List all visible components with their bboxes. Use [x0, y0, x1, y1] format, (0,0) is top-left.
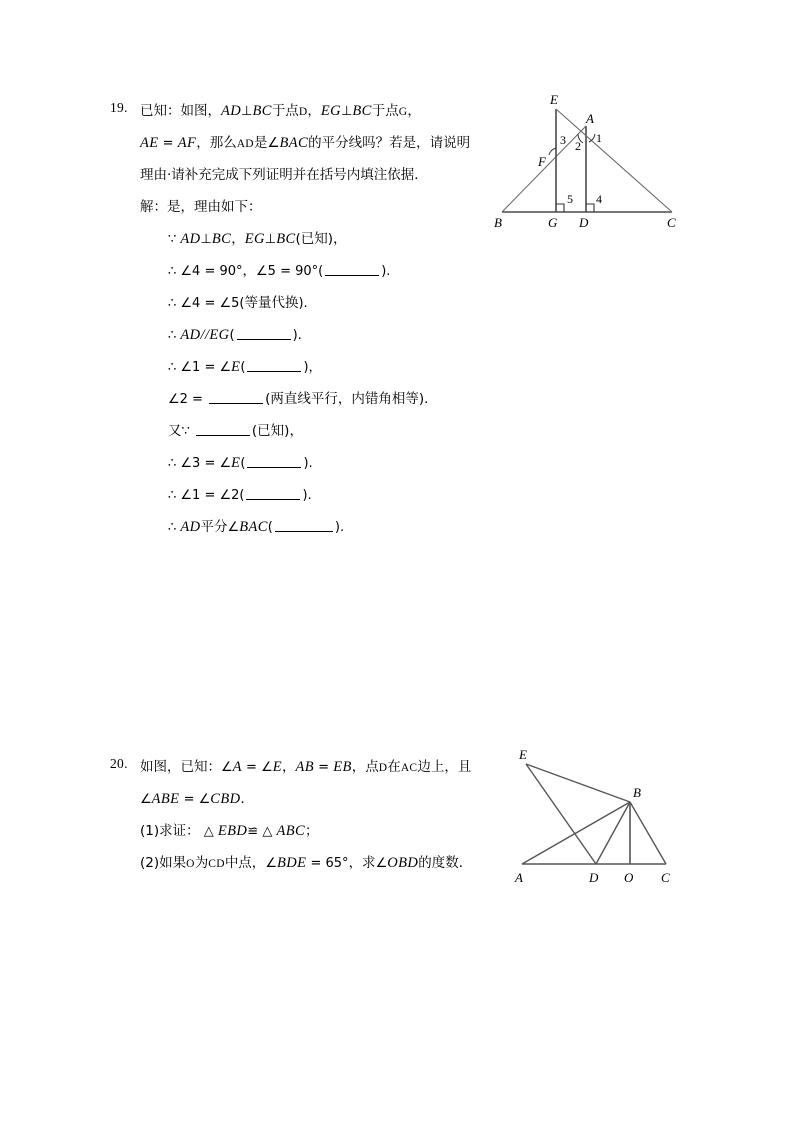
text-bisects: 平分 [200, 519, 228, 535]
text-at-point: 于点 [271, 103, 299, 119]
segment-ed [526, 764, 596, 864]
math-bc-4: BC [276, 231, 296, 247]
answer-blank-1[interactable] [325, 262, 379, 276]
figure-19-angle-4: 4 [596, 192, 602, 206]
answer-blank-5[interactable] [196, 422, 250, 436]
paren-close-7: ). [334, 520, 345, 535]
angle-symbol-last: ∠ [227, 520, 240, 535]
answer-blank-8[interactable] [275, 518, 333, 532]
problem-19-line-5 [140, 223, 490, 255]
text-part1-prove: (1)求证： [140, 823, 200, 839]
math-abc-2: ABC [276, 823, 306, 839]
math-ab: AB [295, 759, 315, 775]
math-obd: OBD [387, 855, 419, 871]
problem-19-line-14 [140, 511, 490, 543]
math-ae: AE [140, 135, 159, 151]
right-angle-mark-d [586, 204, 594, 212]
text-known-label: 已知： [140, 103, 181, 119]
comma-5: ， [282, 759, 296, 775]
math-ebd: EBD [217, 823, 248, 839]
problem-19-line-4 [140, 191, 490, 223]
text-point: ，点 [351, 759, 379, 775]
congruent-symbol: ≌ [247, 824, 259, 839]
math-abe: ABE [151, 791, 180, 807]
point-g: G [398, 106, 408, 118]
therefore-angle1-angle2: ∴ ∠1 = ∠2( [168, 488, 245, 503]
point-d-2: D [378, 762, 388, 774]
problem-19-line-13 [140, 479, 490, 511]
problem-19-line-9 [140, 351, 490, 383]
equals-1: = [158, 136, 178, 151]
segment-bc-2 [630, 802, 666, 864]
segment-ab [522, 802, 630, 864]
problem-19-body [140, 95, 490, 543]
text-at-point-2: 于点 [371, 103, 399, 119]
figure-20-label-A: A [515, 870, 523, 885]
math-bc-2: BC [352, 103, 372, 119]
figure-20-label-O: O [624, 870, 634, 885]
paren-close-2: ). [298, 296, 308, 311]
math-e-2: E [231, 455, 241, 471]
paren-open-3: ( [240, 360, 246, 375]
point-ad: AD [236, 138, 254, 150]
text-as-shown-known: 如图，已知： [140, 759, 221, 775]
perp-symbol-4: ⊥ [264, 232, 277, 247]
math-bac: BAC [279, 135, 309, 151]
paren-open-2: ( [229, 328, 235, 343]
figure-19-angle-2: 2 [575, 139, 581, 153]
text-on: 在 [387, 759, 401, 775]
figure-19-label-E: E [550, 92, 558, 107]
problem-20-line-3 [140, 815, 500, 847]
angle-symbol-abe: ∠ [140, 792, 152, 807]
figure-19-label-A: A [586, 111, 594, 126]
math-eb: EB [333, 759, 352, 775]
text-alternate-interior-angles: (两直线平行，内错角相等)． [265, 391, 438, 407]
text-side-and: 边上，且 [417, 759, 472, 775]
right-angle-mark-g [556, 204, 564, 212]
equals-angle: = ∠ [241, 760, 273, 775]
triangle-symbol-1: △ [199, 824, 218, 839]
math-ad: AD [221, 103, 242, 119]
text-is-angle: 是∠ [253, 135, 280, 151]
equals-angle-2: = ∠ [179, 792, 211, 807]
segment-b-to-a-extended [502, 126, 586, 212]
math-ad-3: AD [180, 519, 201, 535]
therefore-angle4-angle5: ∴ ∠4 = ∠5( [168, 296, 245, 311]
angle-arc-3 [549, 148, 556, 155]
text-bisector-question: 的平分线吗？若是，请说明 [308, 135, 471, 151]
problem-19-line-10 [140, 383, 490, 415]
math-bde: BDE [276, 855, 307, 871]
problem-20-line-1 [140, 751, 500, 783]
because-symbol-2: ∵ [181, 424, 194, 439]
perp-symbol-3: ⊥ [200, 232, 212, 247]
figure-19-angle-1: 1 [596, 131, 602, 145]
answer-blank-3[interactable] [247, 358, 301, 372]
therefore-symbol-6: ∴ [168, 520, 181, 535]
problem-19-line-12 [140, 447, 490, 479]
math-bc: BC [252, 103, 272, 119]
answer-blank-2[interactable] [237, 326, 291, 340]
problem-19-number: 19. [110, 100, 128, 115]
answer-blank-7[interactable] [246, 486, 300, 500]
text-reason-instruction: 理由·请补充完成下列证明并在括号内填注依据． [140, 167, 428, 183]
figure-19-angle-5: 5 [567, 192, 573, 206]
perp-symbol: ⊥ [241, 104, 253, 119]
text-solution-opening: 解：是，理由如下： [140, 199, 262, 215]
comma-3: ， [231, 231, 245, 247]
angle-symbol-bde: ∠ [265, 856, 277, 871]
figure-20-label-B: B [633, 785, 641, 800]
figure-19-triangle-diagram [486, 86, 686, 238]
period-1: ． [240, 791, 254, 807]
problem-19-line-1 [140, 95, 490, 127]
text-substitution: 等量代换 [244, 295, 299, 311]
text-find: ，求 [348, 855, 376, 871]
figure-19-angle-3: 3 [560, 133, 566, 147]
comma-2: ， [407, 103, 421, 119]
point-o: O [186, 858, 195, 870]
text-given-2: (已知)， [251, 423, 303, 439]
figure-19-label-B: B [494, 215, 502, 230]
text-also: 又 [168, 423, 182, 439]
paren-open-7: ( [267, 520, 273, 535]
equals-2: = [314, 760, 334, 775]
segment-e-to-c [556, 109, 672, 212]
comma-4: ， [242, 263, 257, 279]
segment-cd-label: CD [208, 858, 225, 870]
figure-20-label-C: C [661, 870, 670, 885]
comma-1: ， [307, 103, 321, 119]
angle5-equals: ∠5 = 90°( [256, 264, 324, 279]
segment-eb [526, 764, 630, 802]
math-e-3: E [272, 759, 282, 775]
figure-20-label-E: E [519, 747, 527, 762]
angle-symbol-a: ∠ [221, 760, 233, 775]
paren-close-3: ). [292, 328, 302, 343]
segment-ac-label: AC [400, 762, 418, 774]
math-a-1: A [232, 759, 242, 775]
figure-19-svg [486, 86, 686, 238]
figure-19-label-F: F [538, 154, 546, 169]
figure-19-label-G: G [548, 215, 558, 230]
math-e-1: E [231, 359, 241, 375]
problem-19-line-7 [140, 287, 490, 319]
answer-blank-4[interactable] [209, 390, 263, 404]
problem-20-number: 20. [110, 756, 128, 771]
paren-close-5: ). [303, 456, 313, 471]
figure-20-svg [500, 742, 696, 894]
therefore-symbol-3: ∴ [168, 328, 181, 343]
figure-19-label-C: C [667, 215, 676, 230]
math-bac-2: BAC [239, 519, 268, 535]
equals-65deg: = 65° [306, 856, 349, 871]
text-given-1: (已知)， [295, 231, 347, 247]
perp-symbol-2: ⊥ [341, 104, 353, 119]
problem-19-line-6 [140, 255, 490, 287]
math-af: AF [177, 135, 197, 151]
paren-open-4: ( [240, 456, 246, 471]
problem-19-line-8 [140, 319, 490, 351]
problem-19-line-2 [140, 127, 490, 159]
math-cbd: CBD [210, 791, 241, 807]
point-d: D [298, 106, 308, 118]
paren-close-4: )， [303, 360, 322, 375]
angle-symbol-obd: ∠ [375, 856, 388, 871]
problem-20-line-4 [140, 847, 500, 879]
math-bc-3: BC [211, 231, 232, 247]
problem-20-line-2 [140, 783, 500, 815]
triangle-symbol-2: △ [258, 824, 277, 839]
text-then: ，那么 [196, 135, 237, 151]
paren-close-6: ). [302, 488, 312, 503]
text-part2-if: (2)如果 [140, 855, 187, 871]
text-is: 为 [194, 855, 209, 871]
problem-19-line-3 [140, 159, 490, 191]
problem-19-line-11 [140, 415, 490, 447]
math-eg-2: EG [244, 231, 265, 247]
therefore-angle4: ∴ ∠4 = 90° [168, 264, 243, 279]
math-eg: EG [320, 103, 342, 119]
text-degree-measure: 的度数． [418, 855, 473, 871]
figure-19-label-D: D [579, 215, 589, 230]
figure-20-label-D: D [589, 870, 599, 885]
therefore-angle1-equals: ∴ ∠1 = ∠ [168, 360, 232, 375]
because-symbol-1: ∵ [168, 232, 181, 247]
figure-20-triangle-diagram [500, 742, 696, 894]
problem-20-body [140, 751, 500, 879]
text-midpoint: 中点， [224, 855, 266, 871]
paren-close-1: ). [381, 264, 391, 279]
angle2-equals: ∠2 = [168, 392, 208, 407]
semicolon-1: ； [305, 823, 319, 839]
therefore-angle3-equals: ∴ ∠3 = ∠ [168, 456, 232, 471]
answer-blank-6[interactable] [247, 454, 301, 468]
text-as-shown: 如图， [180, 103, 221, 119]
math-ad-parallel-eg: AD//EG [180, 327, 230, 343]
math-ad-2: AD [180, 231, 201, 247]
